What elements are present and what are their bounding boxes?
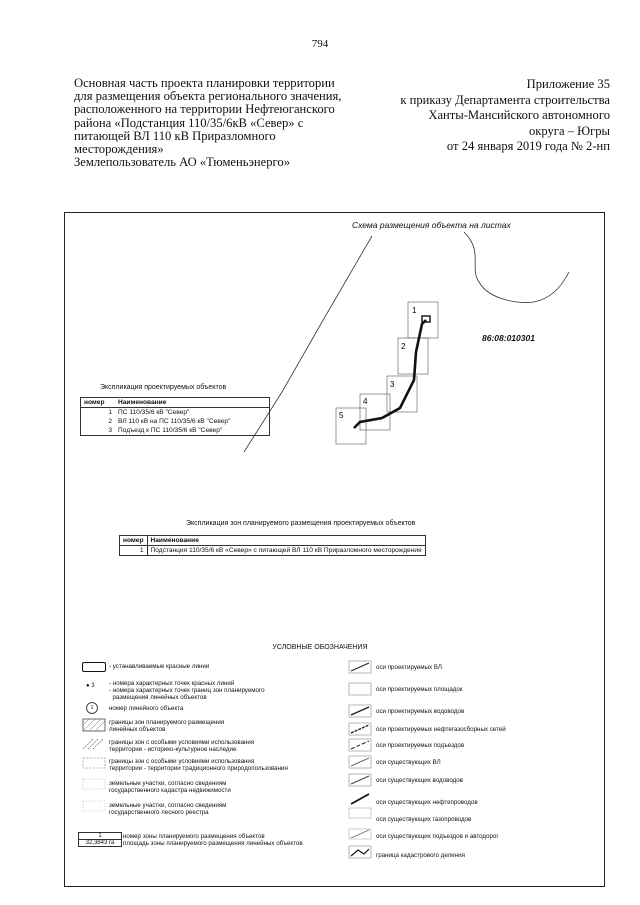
sheet-label-5: 5 (339, 411, 344, 420)
sheet-label-2: 2 (401, 342, 406, 351)
projected-oilgas-symbol (349, 723, 371, 735)
zones-explication-title: Экспликация зон планируемого размещения проектируемых объектов (186, 520, 416, 527)
objects-explication-table (80, 397, 270, 436)
cadastral-division-symbol (349, 846, 371, 858)
legend-right-item: оси существующих ВЛ (376, 759, 441, 766)
row-name: ВЛ 110 кВ на ПС 110/35/6 кВ "Север" (118, 418, 231, 425)
existing-water-symbol (349, 774, 371, 786)
legend-right-item: оси проектируемых нефтегазосборных сетей (376, 726, 506, 733)
legend-left-item: земельные участки, согласно сведениям государственного кадастра недвижимости (109, 780, 231, 794)
sheet-label-1: 1 (412, 306, 417, 315)
projected-water-symbol (349, 705, 371, 717)
header-left-line: Основная часть проекта планировки территории (74, 76, 335, 90)
zone-number-area-symbol (78, 832, 122, 847)
legend-left-item: номер линейного объекта (109, 705, 184, 712)
forest-parcel-symbol (82, 800, 106, 812)
heritage-zone-symbol (82, 738, 106, 750)
legend-left-item: границы зон с особыми условиями использования территории - территории традиционного природопользования (109, 758, 288, 772)
table-row (120, 546, 426, 556)
projected-site-symbol (349, 683, 371, 695)
point-number-sample: 3 (91, 683, 95, 689)
legend-right-item: оси проектируемых водоводов (376, 708, 465, 715)
header-right-line: к приказу Департамента строительства (400, 92, 610, 107)
zone-number-sample: 1 (79, 833, 121, 840)
cadastral-boundary-line (464, 232, 569, 302)
red-line-symbol (82, 662, 106, 672)
header-left-line: расположенного на территории Нефтеюганского (74, 102, 335, 117)
legend-right-symbols-lower (348, 828, 372, 862)
legend-left-item: - устанавливаемые красные линии (109, 663, 210, 670)
header-left-line: района «Подстанция 110/35/6кВ «Север» с (74, 115, 304, 130)
table-header-name: Наименование (115, 398, 270, 408)
row-name: ПС 110/35/6 кВ "Север" (118, 409, 190, 416)
header-left-line: питающей ВЛ 110 кВ Приразломного (74, 128, 276, 143)
zone-boundary-symbol (82, 718, 106, 732)
header-right-line: округа – Югры (528, 123, 610, 138)
cadastre-parcel-symbol (82, 778, 106, 790)
legend-right-item: оси проектируемых подъездов (376, 742, 465, 749)
header-right-line: Ханты-Мансийского автономного (428, 108, 610, 122)
legend-right-item: оси существующих водоводов (376, 777, 463, 784)
table-header-number: номер (81, 398, 116, 408)
legend-left-item: - номера характерных точек красных линий - номера характерных точек границ зон планируемого размещения линейных объектов (109, 680, 265, 701)
existing-vl-symbol (349, 756, 371, 768)
page-number: 794 (311, 38, 329, 50)
sheet-label-4: 4 (363, 397, 368, 406)
zone-area-sample: 32,3843 га (85, 840, 115, 846)
legend-right-item: оси существующих нефтепроводов (376, 799, 478, 806)
legend-right-item: граница кадастрового деления (376, 852, 465, 859)
sheet-label-3: 3 (390, 380, 395, 389)
header-left-line: Землепользователь АО «Тюменьэнерго» (74, 155, 290, 170)
header-right-line: от 24 января 2019 года № 2-нп (446, 139, 610, 153)
legend-left-item: номер зоны планируемого размещения объектов площадь зоны планируемого размещения линейных объектов (123, 833, 303, 847)
document-header-left (74, 77, 374, 169)
existing-road-symbol (349, 829, 371, 839)
table-header-row (120, 536, 426, 546)
legend-right-item: оси существующих газопроводов (376, 816, 472, 823)
point-number-symbol: ● 3 (86, 683, 95, 689)
table-header-row (81, 398, 270, 408)
row-name: Подстанция 110/35/6 кВ «Север» с питающей ВЛ 110 кВ Приразломного месторождения (147, 546, 425, 556)
row-number: 3 (108, 427, 112, 434)
legend-left-item: границы зон планируемого размещения линейных объектов (109, 719, 225, 733)
row-name: Подъезд к ПС 110/35/6 кВ "Север" (118, 427, 223, 434)
projected-vl-symbol (349, 661, 371, 673)
header-right-line: Приложение 35 (526, 77, 610, 91)
row-number: 2 (108, 418, 112, 425)
object-number-symbol: 1 (86, 702, 98, 714)
legend-left-item: земельные участки, согласно сведениям государственного лесного реестра (109, 802, 227, 816)
zones-explication-table (119, 535, 426, 556)
projected-road-symbol (349, 739, 371, 751)
header-left-line: для размещения объекта регионального значения, (74, 89, 342, 104)
table-row (81, 426, 270, 436)
legend-right-item: оси проектируемых ВЛ (376, 664, 442, 671)
row-number: 1 (120, 546, 148, 556)
table-row (81, 408, 270, 418)
document-header-right (350, 77, 610, 155)
existing-oil-symbol (351, 794, 369, 804)
legend-title: УСЛОВНЫЕ ОБОЗНАЧЕНИЯ (272, 644, 368, 651)
existing-gas-symbol (349, 808, 371, 818)
legend-right-item: оси проектируемых площадок (376, 686, 463, 693)
scheme-title: Схема размещения объекта на листах (352, 220, 511, 230)
row-number: 1 (108, 409, 112, 416)
objects-explication-title: Экспликация проектируемых объектов (100, 384, 227, 391)
table-header-number: номер (120, 536, 148, 546)
legend-right-item: оси существующих подъездов и автодорог (376, 833, 499, 840)
table-row (81, 417, 270, 426)
table-header-name: Наименование (147, 536, 425, 546)
traditional-nature-zone-symbol (82, 757, 106, 769)
header-left-line: месторождения» (74, 142, 164, 157)
legend-left-item: границы зон с особыми условиями использования территории - историко-культурное наследие (109, 739, 255, 753)
legend-right-symbols (348, 660, 372, 840)
cadastral-number: 86:08:010301 (482, 333, 535, 343)
